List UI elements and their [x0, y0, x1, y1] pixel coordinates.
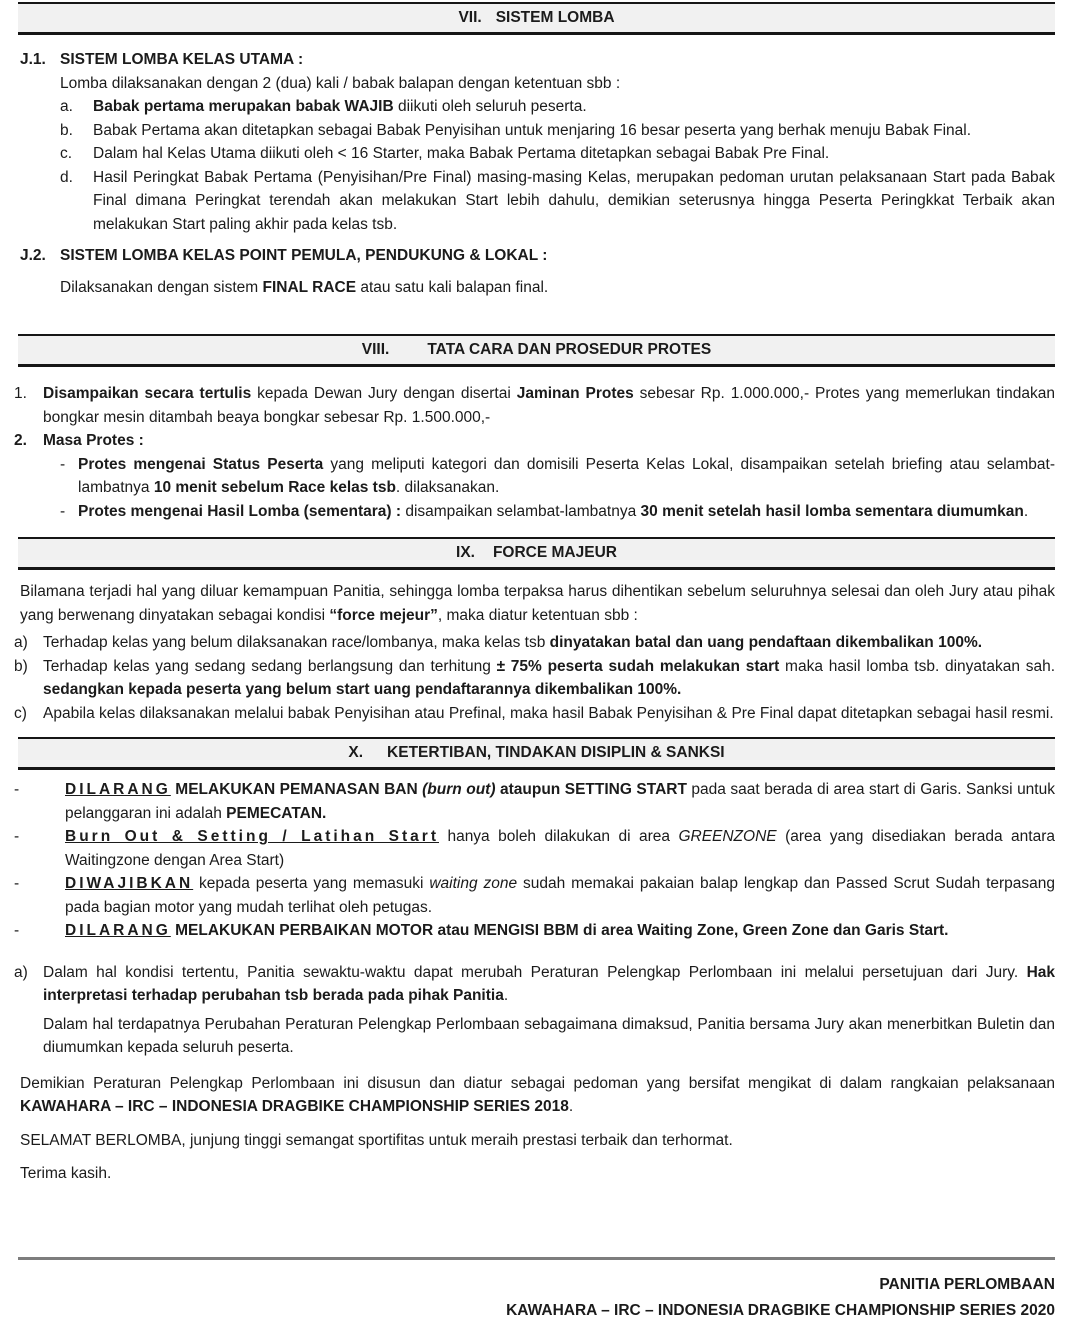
footer-divider — [18, 1257, 1055, 1260]
list-item-b — [14, 655, 1055, 702]
rule-item — [14, 778, 1055, 825]
sublist-item-text: Protes mengenai Hasil Lomba (sementara) : disampaikan selambat-lambatnya 30 menit setelah hasil lomba sementara diumumkan. — [78, 502, 1029, 520]
list-item-2 — [14, 429, 1055, 453]
rule-item — [14, 919, 1055, 943]
sublist-item-text: Protes mengenai Status Peserta yang meliputi kategori dan domisili Peserta Kelas Lokal, disampaikan setelah briefing atau selambat-lambatnya 10 menit sebelum Race kelas tsb. dilaksanakan. — [78, 455, 1055, 496]
footer-committee: PANITIA PERLOMBAAN — [879, 1276, 1055, 1293]
list-marker: b) — [14, 657, 28, 675]
list-item-text: Disampaikan secara tertulis kepada Dewan Jury dengan disertai Jaminan Protes sebesar Rp. 1.000.000,- Protes yang memerlukan tindakan bongkar mesin ditambah beaya bongkar sebesar Rp. 1.500.000,- — [43, 385, 1055, 426]
subsection-title: SISTEM LOMBA KELAS POINT PEMULA, PENDUKUNG & LOKAL : — [60, 247, 548, 264]
closing-statement: Demikian Peraturan Pelengkap Perlombaan ini disusun dan diatur sebagai pedoman yang bersifat mengikat di dalam rangkaian pelaksanaan KAWAHARA – IRC – INDONESIA DRAGBIKE CHAMPIONSHIP SERIES 2018. — [20, 1074, 1055, 1115]
rule-item-text: DIWAJIBKAN kepada peserta yang memasuki waiting zone sudah memakai pakaian balap lengkap dan Passed Scrut Sudah terpasang pada bagian motor yang mudah terlihat oleh petugas. — [65, 875, 1056, 916]
section-number: IX. — [456, 544, 475, 561]
section-title: TATA CARA DAN PROSEDUR PROTES — [427, 341, 712, 358]
list-marker: a. — [60, 98, 73, 115]
closing-item-text: Dalam hal kondisi tertentu, Panitia sewaktu-waktu dapat merubah Peraturan Pelengkap Perlombaan ini melalui persetujuan dari Jury. Hak interpretasi terhadap perubahan tsb berada pada pihak Panitia. — [43, 963, 1055, 1004]
list-marker: 2. — [14, 432, 27, 449]
document-footer — [0, 1257, 1070, 1332]
list-item-a — [60, 95, 1055, 119]
rule-item — [14, 825, 1055, 872]
list-marker: a) — [14, 634, 28, 651]
list-item-c — [60, 142, 1055, 166]
sublist-item — [60, 500, 1055, 524]
footer-series: KAWAHARA – IRC – INDONESIA DRAGBIKE CHAMPIONSHIP SERIES 2020 — [506, 1302, 1055, 1319]
list-marker: - — [14, 875, 20, 892]
list-marker: c. — [60, 145, 73, 162]
section-number: VII. — [458, 9, 482, 26]
list-item-a — [14, 631, 1055, 655]
section-title: FORCE MAJEUR — [492, 544, 617, 561]
list-item-1 — [14, 382, 1055, 429]
rule-item-text: Burn Out & Setting / Latihan Start hanya boleh dilakukan di area GREENZONE (area yang disediakan berada antara Waitingzone dengan Area Start) — [65, 828, 1055, 869]
list-marker: - — [14, 781, 20, 798]
sublist-item — [60, 453, 1055, 500]
list-item-d — [60, 166, 1055, 237]
section-number: X. — [348, 744, 364, 761]
list-marker: - — [60, 502, 66, 520]
section-title: SISTEM LOMBA — [495, 9, 615, 26]
list-marker: b. — [60, 121, 73, 139]
section-header-x — [18, 737, 1055, 770]
subsection-title: SISTEM LOMBA KELAS UTAMA : — [60, 51, 304, 68]
rule-item-text: DILARANG MELAKUKAN PEMANASAN BAN (burn out) ataupun SETTING START pada saat berada di area start di Garis. Sanksi untuk pelanggaran ini adalah PEMECATAN. — [65, 781, 1055, 822]
list-item-text: Babak pertama merupakan babak WAJIB diikuti oleh seluruh peserta. — [93, 98, 587, 115]
closing-thanks: Terima kasih. — [20, 1165, 112, 1182]
rule-item — [14, 872, 1055, 919]
closing-greeting: SELAMAT BERLOMBA, junjung tinggi semangat sportifitas untuk meraih prestasi terbaik dan terhormat. — [20, 1131, 733, 1149]
section-header-viii — [18, 334, 1055, 367]
j2-body: Dilaksanakan dengan sistem FINAL RACE atau satu kali balapan final. — [60, 278, 549, 296]
list-marker: d. — [60, 168, 73, 186]
list-marker: c) — [14, 704, 27, 722]
j1-intro: Lomba dilaksanakan dengan 2 (dua) kali / babak balapan dengan ketentuan sbb : — [60, 74, 621, 92]
subsection-number: J.2. — [20, 247, 46, 264]
list-item-text: Hasil Peringkat Babak Pertama (Penyisihan/Pre Final) masing-masing Kelas, merupakan pedoman urutan pelaksanaan Start pada Babak Final dimana Peringkat terendah akan melakukan Start lebih dahulu, demikian seterusnya hingga Peserta Peringkkat Terbaik akan melakukan Start paling akhir pada kelas tsb. — [93, 168, 1055, 233]
closing-item-a — [14, 961, 1055, 1008]
list-marker: 1. — [14, 385, 27, 402]
list-item-text: Terhadap kelas yang belum dilaksanakan race/lombanya, maka kelas tsb dinyatakan batal dan uang pendaftaan dikembalikan 100%. — [43, 634, 983, 651]
list-marker: a) — [14, 963, 28, 981]
list-item-c — [14, 702, 1055, 726]
ix-intro-paragraph: Bilamana terjadi hal yang diluar kemampuan Panitia, sehingga lomba terpaksa harus dihentikan sebelum seluruhnya selesai dan oleh Jury atau pihak yang berwenang dinyatakan sebagai kondisi “force mejeur”, maka diatur ketentuan sbb : — [20, 583, 1055, 624]
subsection-heading-j2 — [20, 244, 1055, 268]
list-marker: - — [14, 828, 20, 845]
section-header-vii — [18, 2, 1055, 35]
list-marker: - — [60, 455, 66, 473]
closing-sub-paragraph: Dalam hal terdapatnya Perubahan Peraturan Pelengkap Perlombaan sebagaimana dimaksud, Panitia bersama Jury akan menerbitkan Buletin dan diumumkan kepada seluruh peserta. — [43, 1015, 1055, 1056]
subsection-number: J.1. — [20, 51, 46, 68]
section-number: VIII. — [361, 341, 390, 358]
rule-item-text: DILARANG MELAKUKAN PERBAIKAN MOTOR atau MENGISI BBM di area Waiting Zone, Green Zone dan Garis Start. — [65, 922, 949, 939]
subsection-heading-j1 — [20, 48, 1055, 72]
list-item-text: Apabila kelas dilaksanakan melalui babak Penyisihan atau Prefinal, maka hasil Babak Penyisihan & Pre Final dapat ditetapkan sebagai hasil resmi. — [43, 704, 1054, 722]
list-item-text: Terhadap kelas yang sedang sedang berlangsung dan terhitung ± 75% peserta sudah melakukan start maka hasil lomba tsb. dinyatakan sah. sedangkan kepada peserta yang belum start uang pendaftarannya dikembalikan 100%. — [43, 657, 1056, 698]
list-item-b — [60, 119, 1055, 143]
list-item-text: Babak Pertama akan ditetapkan sebagai Babak Penyisihan untuk menjaring 16 besar peserta yang berhak menuju Babak Final. — [93, 121, 972, 139]
list-item-text: Masa Protes : — [43, 432, 144, 449]
section-title: KETERTIBAN, TINDAKAN DISIPLIN & SANKSI — [387, 744, 725, 761]
footer-signature — [20, 1272, 1055, 1332]
list-item-text: Dalam hal Kelas Utama diikuti oleh < 16 Starter, maka Babak Pertama ditetapkan sebagai Babak Pre Final. — [93, 145, 830, 162]
list-marker: - — [14, 922, 20, 939]
section-header-ix — [18, 537, 1055, 570]
